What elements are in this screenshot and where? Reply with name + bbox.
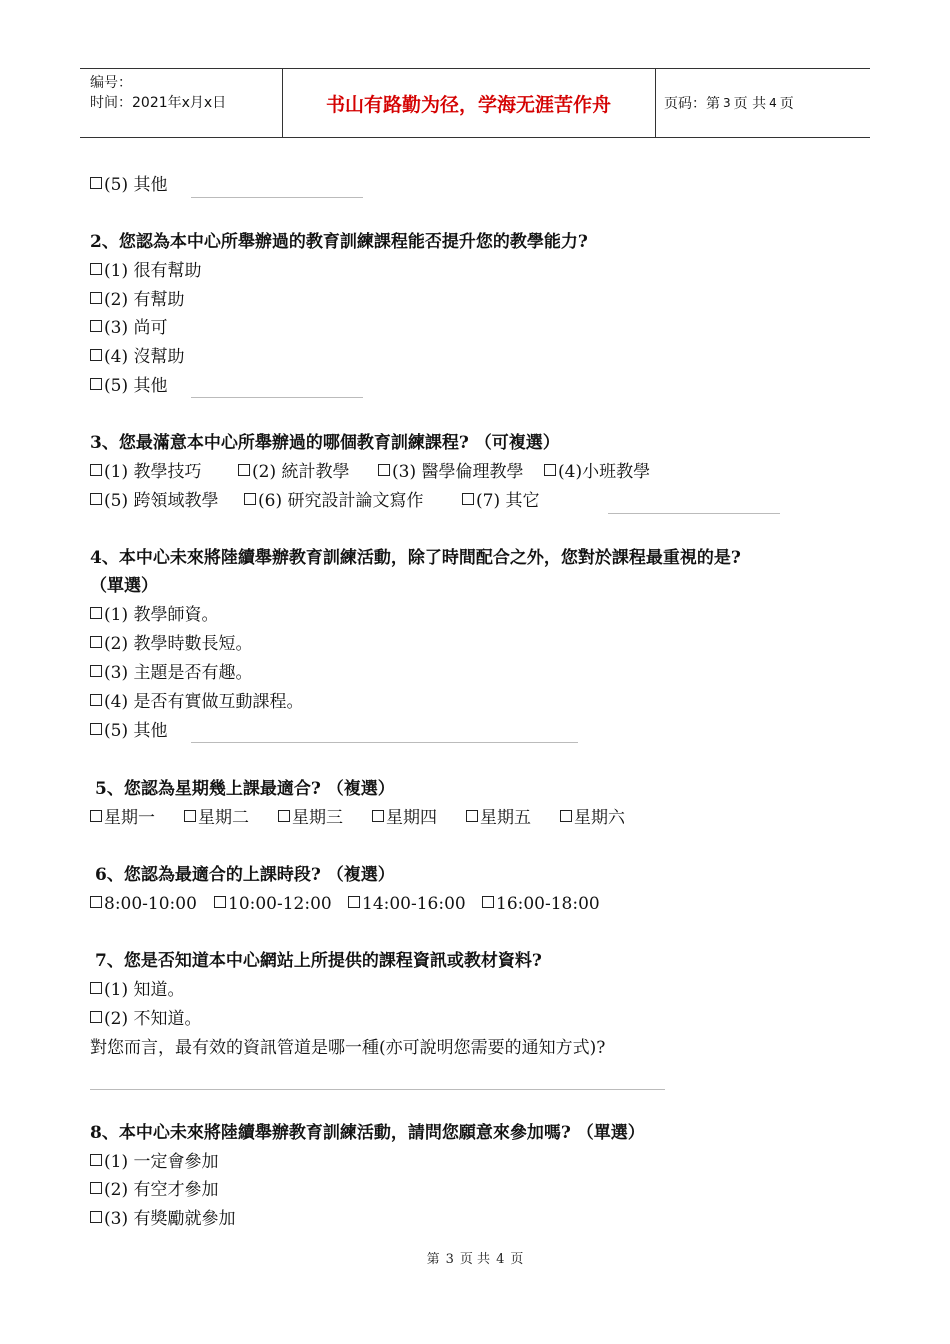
footer-page-total: 4 <box>496 1252 505 1267</box>
checkbox[interactable] <box>90 982 102 994</box>
checkbox[interactable] <box>184 810 196 822</box>
checkbox[interactable] <box>90 263 102 275</box>
checkbox[interactable] <box>238 464 250 476</box>
q2-option-2[interactable]: (2) 有幫助 <box>90 288 184 312</box>
q5-option-6[interactable]: 星期六 <box>560 806 625 830</box>
checkbox[interactable] <box>90 665 102 677</box>
q6-option-2[interactable]: 10:00-12:00 <box>214 892 348 916</box>
q3-option-1[interactable]: (1) 教學技巧 <box>90 460 238 484</box>
checkbox[interactable] <box>278 810 290 822</box>
q3-option-7[interactable]: (7) 其它 <box>462 489 539 513</box>
q7-option-1[interactable]: (1) 知道。 <box>90 978 184 1002</box>
checkbox[interactable] <box>482 896 494 908</box>
fill-in-line[interactable] <box>191 742 578 743</box>
question-7-title: 7、您是否知道本中心網站上所提供的課程資訊或教材資料? <box>95 951 542 971</box>
checkbox[interactable] <box>214 896 226 908</box>
footer-page-number: 3 <box>445 1252 454 1267</box>
page-mid: 页 共 <box>733 96 767 112</box>
q4-option-5[interactable]: (5) 其他 <box>90 719 167 743</box>
checkbox[interactable] <box>372 810 384 822</box>
date-label: 时间：2021年x月x日 <box>90 95 227 111</box>
checkbox[interactable] <box>90 694 102 706</box>
question-4-title: 4、本中心未來將陸續舉辦教育訓練活動，除了時間配合之外，您對於課程最重視的是? <box>90 548 741 568</box>
fill-in-line[interactable] <box>191 397 363 398</box>
q3-option-4[interactable]: (4)小班教學 <box>544 460 650 484</box>
q5-option-4[interactable]: 星期四 <box>372 806 466 830</box>
q3-option-3[interactable]: (3) 醫學倫理教學 <box>378 460 544 484</box>
checkbox[interactable] <box>462 493 474 505</box>
q5-option-3[interactable]: 星期三 <box>278 806 372 830</box>
fill-in-line[interactable] <box>90 1089 665 1090</box>
checkbox[interactable] <box>90 177 102 189</box>
checkbox[interactable] <box>90 607 102 619</box>
question-8-title: 8、本中心未來將陸續舉辦教育訓練活動，請問您願意來參加嗎? （單選） <box>90 1123 645 1143</box>
q7-option-2[interactable]: (2) 不知道。 <box>90 1007 201 1031</box>
checkbox[interactable] <box>90 723 102 735</box>
prev-option-other[interactable]: (5) 其他 <box>90 173 167 197</box>
checkbox[interactable] <box>90 1011 102 1023</box>
q4-option-3[interactable]: (3) 主題是否有趣。 <box>90 661 252 685</box>
checkbox[interactable] <box>90 1211 102 1223</box>
q7-followup-question: 對您而言，最有效的資訊管道是哪一種(亦可說明您需要的通知方式)? <box>90 1038 606 1058</box>
checkbox[interactable] <box>348 896 360 908</box>
checkbox[interactable] <box>90 810 102 822</box>
fill-in-line[interactable] <box>608 513 780 514</box>
q3-option-6[interactable]: (6) 研究設計論文寫作 <box>244 489 462 513</box>
q8-option-3[interactable]: (3) 有獎勵就參加 <box>90 1207 235 1231</box>
checkbox[interactable] <box>90 464 102 476</box>
q5-options-row <box>90 806 625 830</box>
q6-options-row <box>90 892 600 916</box>
checkbox[interactable] <box>378 464 390 476</box>
fill-in-line[interactable] <box>191 197 363 198</box>
checkbox[interactable] <box>90 1154 102 1166</box>
q3-option-2[interactable]: (2) 統計教學 <box>238 460 378 484</box>
footer-mid: 页 共 <box>459 1252 491 1267</box>
checkbox[interactable] <box>544 464 556 476</box>
header-page-info <box>664 69 794 137</box>
question-6-title: 6、您認為最適合的上課時段? （複選） <box>95 865 395 885</box>
checkbox[interactable] <box>90 493 102 505</box>
q5-option-5[interactable]: 星期五 <box>466 806 560 830</box>
q8-option-2[interactable]: (2) 有空才參加 <box>90 1178 218 1202</box>
question-5-title: 5、您認為星期幾上課最適合? （複選） <box>95 779 395 799</box>
footer-suffix: 页 <box>510 1252 524 1267</box>
checkbox[interactable] <box>560 810 572 822</box>
page-prefix: 页码：第 <box>664 96 720 112</box>
question-2-title: 2、您認為本中心所舉辦過的教育訓練課程能否提升您的教學能力? <box>90 232 588 252</box>
q3-options-row-1 <box>90 460 650 484</box>
page-suffix: 页 <box>779 96 794 112</box>
q4-option-4[interactable]: (4) 是否有實做互動課程。 <box>90 690 303 714</box>
q8-option-1[interactable]: (1) 一定會參加 <box>90 1150 218 1174</box>
checkbox[interactable] <box>244 493 256 505</box>
q2-option-4[interactable]: (4) 沒幫助 <box>90 345 184 369</box>
q3-option-5[interactable]: (5) 跨領域教學 <box>90 489 244 513</box>
serial-label: 编号： <box>90 75 132 91</box>
header-divider <box>655 69 656 137</box>
q3-options-row-2 <box>90 489 539 513</box>
question-3-title: 3、您最滿意本中心所舉辦過的哪個教育訓練課程? （可複選） <box>90 433 560 453</box>
checkbox[interactable] <box>90 896 102 908</box>
q6-option-3[interactable]: 14:00-16:00 <box>348 892 482 916</box>
q2-option-5[interactable]: (5) 其他 <box>90 374 167 398</box>
header-motto: 书山有路勤为径，学海无涯苦作舟 <box>325 93 611 116</box>
page-header <box>80 68 870 138</box>
checkbox[interactable] <box>90 636 102 648</box>
q6-option-1[interactable]: 8:00-10:00 <box>90 892 214 916</box>
q4-option-1[interactable]: (1) 教學師資。 <box>90 603 218 627</box>
q5-option-2[interactable]: 星期二 <box>184 806 278 830</box>
checkbox[interactable] <box>90 292 102 304</box>
checkbox[interactable] <box>466 810 478 822</box>
checkbox[interactable] <box>90 349 102 361</box>
footer-prefix: 第 <box>426 1252 440 1267</box>
q4-option-2[interactable]: (2) 教學時數長短。 <box>90 632 252 656</box>
q2-option-3[interactable]: (3) 尚可 <box>90 316 167 340</box>
checkbox[interactable] <box>90 378 102 390</box>
q2-option-1[interactable]: (1) 很有幫助 <box>90 259 201 283</box>
page-total: 4 <box>769 96 777 110</box>
q5-option-1[interactable]: 星期一 <box>90 806 184 830</box>
question-4-title-cont: （單選） <box>90 576 158 596</box>
checkbox[interactable] <box>90 1182 102 1194</box>
header-meta <box>90 73 226 113</box>
q6-option-4[interactable]: 16:00-18:00 <box>482 892 600 916</box>
checkbox[interactable] <box>90 320 102 332</box>
page-footer <box>0 1248 950 1267</box>
page-number: 3 <box>723 96 731 110</box>
